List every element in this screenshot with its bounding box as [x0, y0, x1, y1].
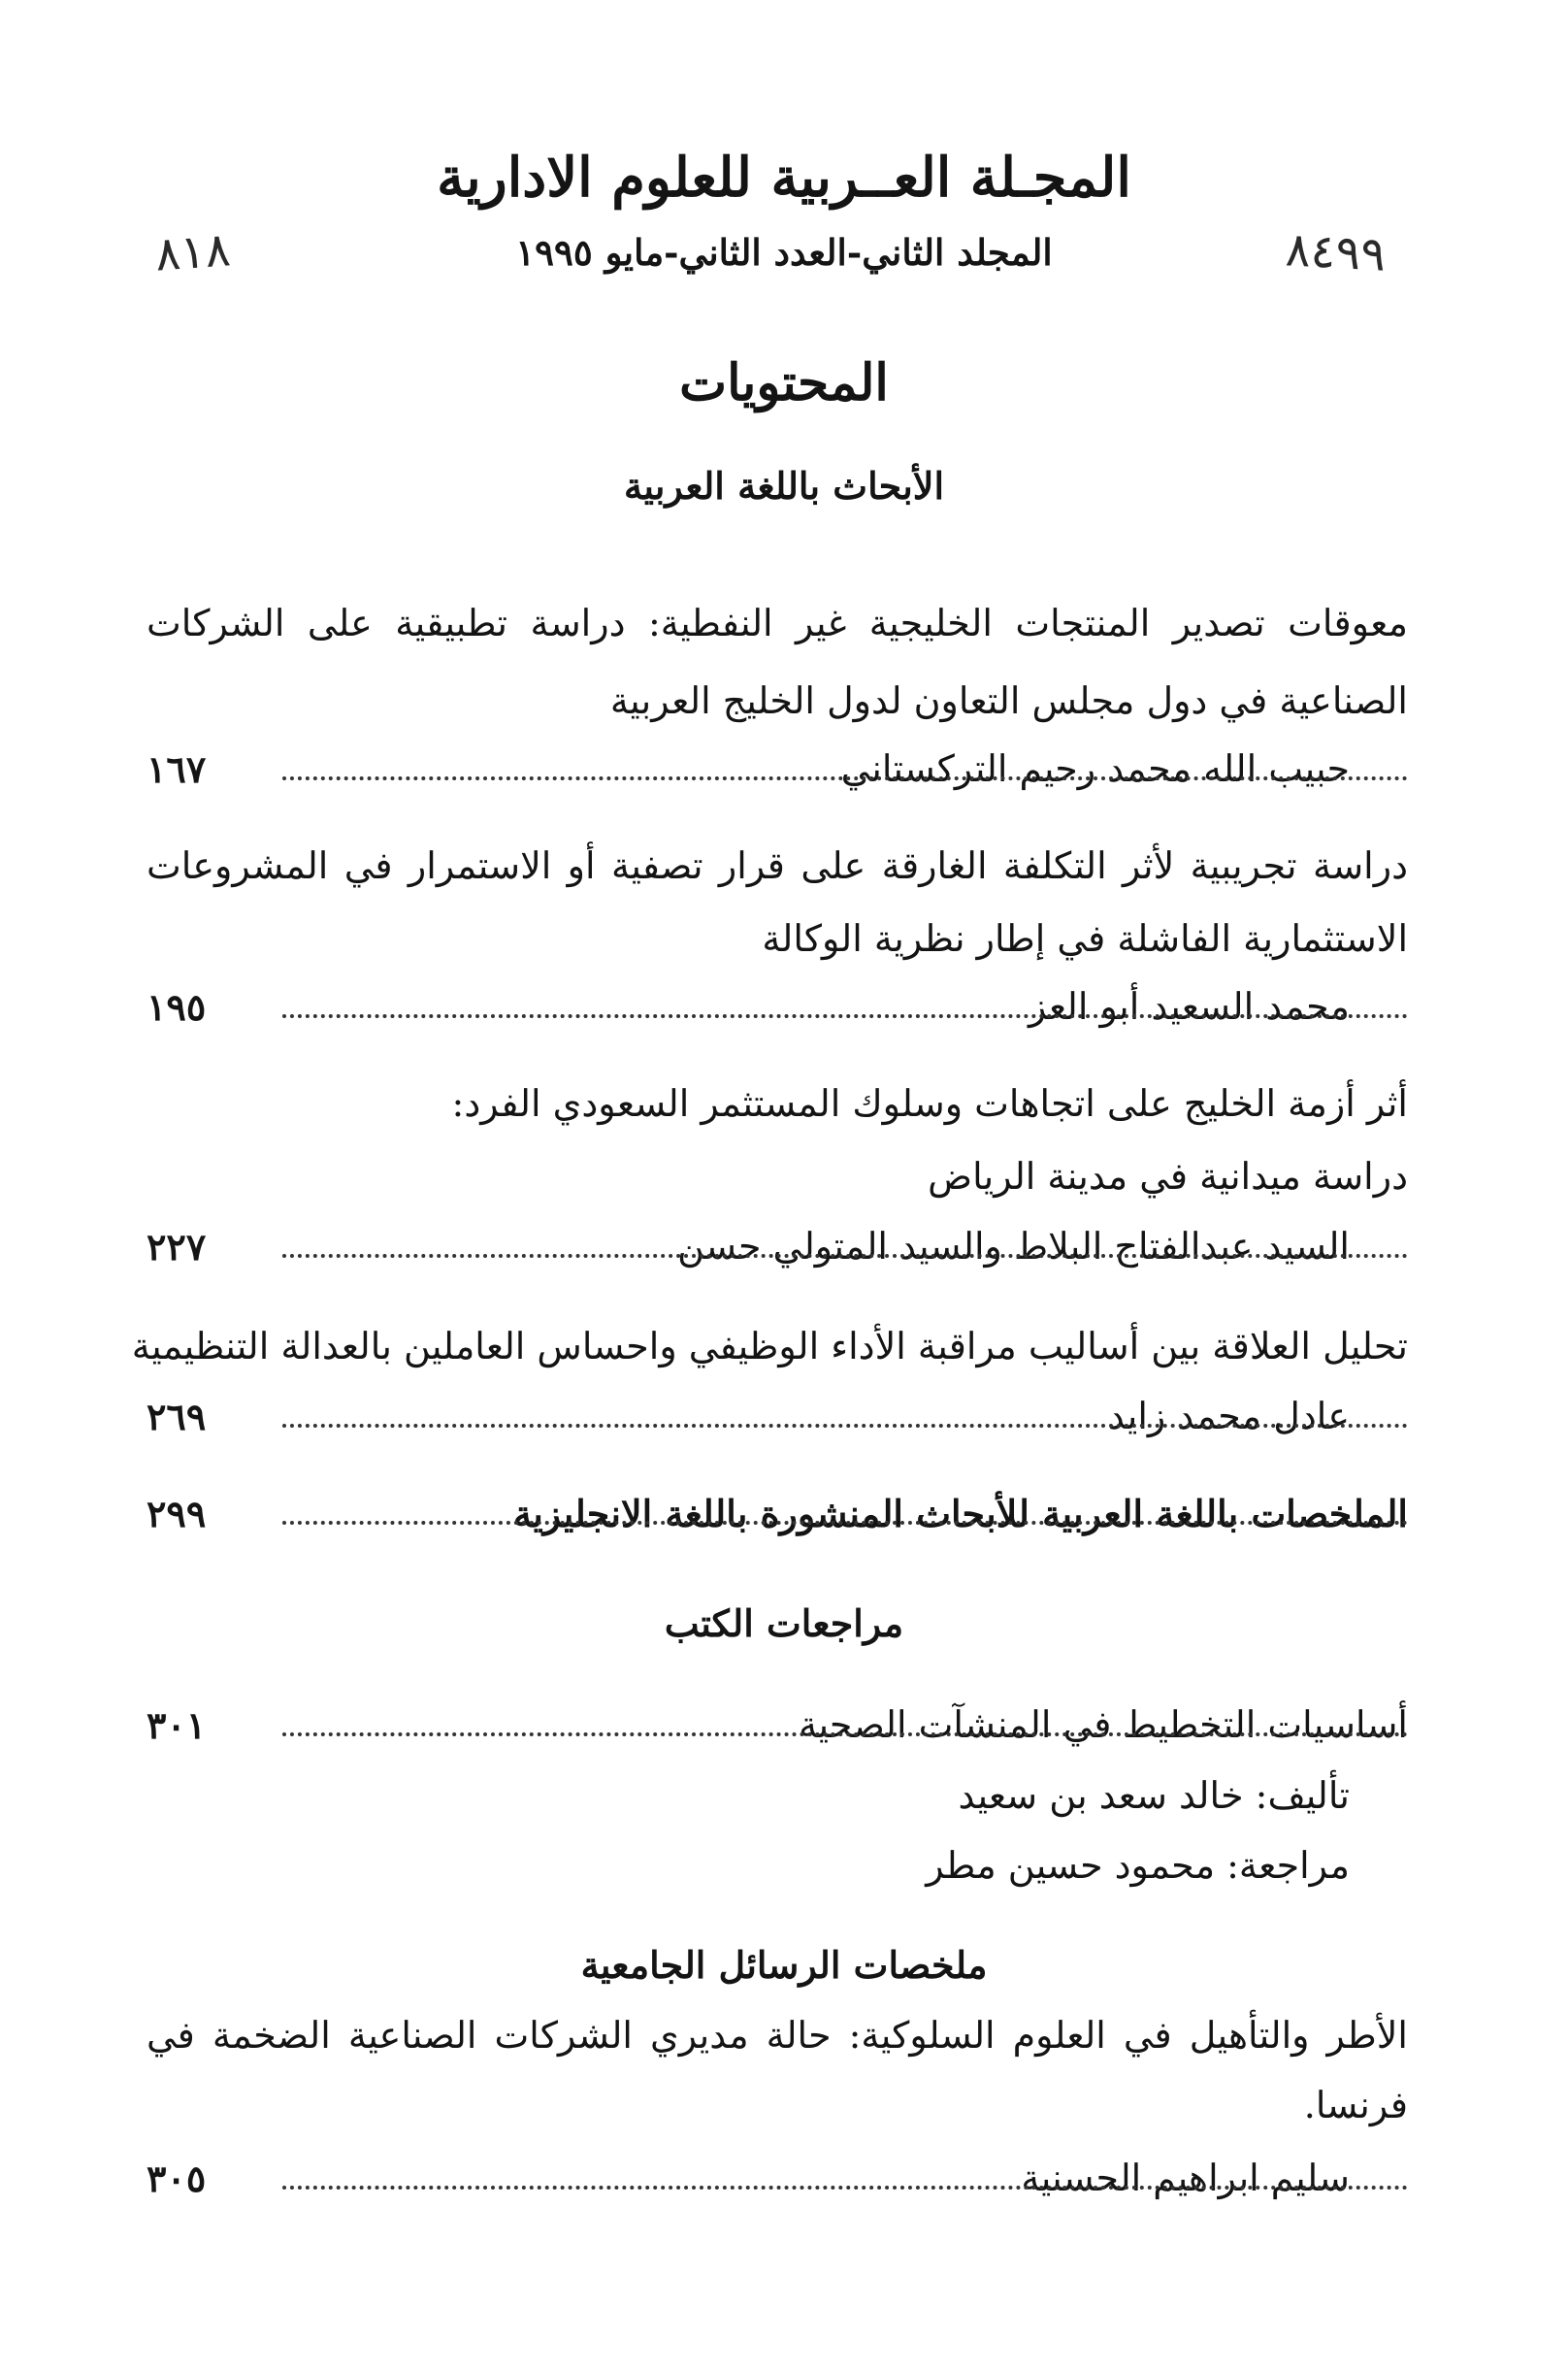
book-author: تأليف: خالد سعد بن سعيد — [958, 1774, 1350, 1817]
article-author: حبيب الله محمد رحيم التركستاني — [835, 747, 1350, 790]
toc-entry-row[interactable] — [147, 985, 1408, 1034]
handwritten-note-right: ٨٤٩٩ — [1284, 222, 1388, 282]
toc-entry-row-dissertation[interactable] — [147, 2157, 1408, 2205]
article-author: عادل محمد زايد — [1102, 1395, 1350, 1437]
leader-dots — [282, 2186, 1408, 2190]
journal-title: المجـلة العــربية للعلوم الادارية — [437, 146, 1131, 210]
leader-dots — [282, 1521, 1408, 1525]
section-heading-dissertations: ملخصات الرسائل الجامعية — [580, 1943, 988, 1987]
dissertation-title-line: فرنسا. — [1303, 2084, 1408, 2126]
section-heading-book-reviews: مراجعات الكتب — [664, 1601, 904, 1645]
leader-dots — [282, 1014, 1408, 1018]
toc-entry-row-summaries[interactable] — [147, 1492, 1408, 1540]
article-title-line: معوقات تصدير المنتجات الخليجية غير النفطية: دراسة تطبيقية على الشركات — [147, 602, 1408, 644]
leader-dots — [282, 1424, 1408, 1428]
article-title-line: أثر أزمة الخليج على اتجاهات وسلوك المستثمر السعودي الفرد: — [451, 1082, 1408, 1125]
page-number: ٣٠٥ — [147, 2157, 207, 2200]
article-author: السيد عبدالفتاح البلاط والسيد المتولي حسن — [671, 1225, 1350, 1268]
page-number: ١٦٧ — [147, 747, 207, 791]
summaries-label: الملخصات باللغة العربية للأبحاث المنشورة باللغة الانجليزية — [507, 1492, 1408, 1535]
article-title-line: تحليل العلاقة بين أساليب مراقبة الأداء الوظيفي واحساس العاملين بالعدالة التنظيمية — [131, 1325, 1408, 1367]
contents-heading: المحتويات — [679, 353, 889, 412]
page-number: ٣٠١ — [147, 1703, 207, 1747]
article-title-line: الاستثمارية الفاشلة في إطار نظرية الوكالة — [762, 917, 1408, 960]
page-number: ٢٩٩ — [147, 1492, 207, 1535]
article-title-line: الصناعية في دول مجلس التعاون لدول الخليج العربية — [609, 679, 1408, 722]
dissertation-title-line: الأطر والتأهيل في العلوم السلوكية: حالة مديري الشركات الصناعية الضخمة في — [147, 2014, 1408, 2057]
toc-entry-row[interactable] — [147, 1225, 1408, 1273]
page-number: ١٩٥ — [147, 985, 207, 1029]
dissertation-author: سليم ابراهيم الحسنية — [1015, 2157, 1350, 2199]
leader-dots — [282, 1732, 1408, 1736]
article-title-line: دراسة ميدانية في مدينة الرياض — [928, 1155, 1408, 1198]
book-reviewer: مراجعة: محمود حسين مطر — [926, 1844, 1350, 1887]
handwritten-note-left: ٨١٨ — [153, 222, 233, 282]
toc-entry-row-book[interactable] — [147, 1703, 1408, 1752]
book-title: أساسيات التخطيط في المنشآت الصحية — [793, 1703, 1408, 1746]
journal-issue: المجلد الثاني-العدد الثاني-مايو ١٩٩٥ — [515, 231, 1053, 274]
section-heading-arabic-research: الأبحاث باللغة العربية — [623, 464, 944, 508]
toc-entry-row[interactable] — [147, 1395, 1408, 1443]
leader-dots — [282, 776, 1408, 780]
leader-dots — [282, 1254, 1408, 1258]
page-number: ٢٦٩ — [147, 1395, 207, 1438]
article-author: محمد السعيد أبو العز — [1023, 985, 1350, 1028]
page-number: ٢٢٧ — [147, 1225, 207, 1268]
article-title-line: دراسة تجريبية لأثر التكلفة الغارقة على قرار تصفية أو الاستمرار في المشروعات — [147, 844, 1409, 887]
toc-entry-row[interactable] — [147, 747, 1408, 796]
